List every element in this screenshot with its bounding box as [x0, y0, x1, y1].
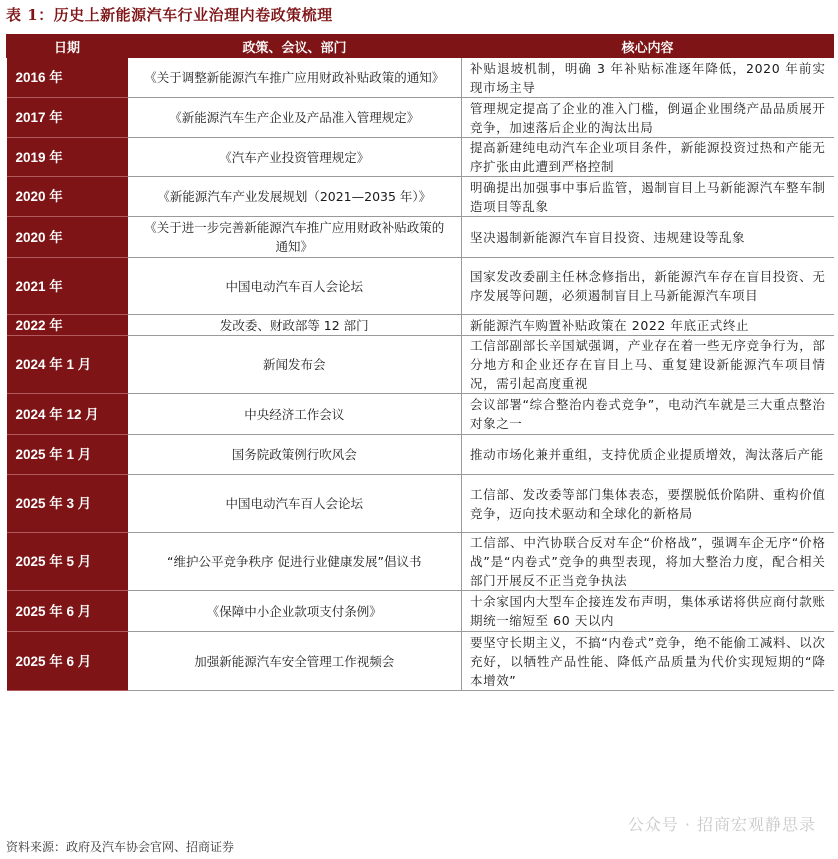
content-cell: 提高新建纯电动汽车企业项目条件，新能源投资过热和产能无序扩张由此遭到严格控制	[462, 138, 834, 177]
date-cell: 2020 年	[7, 177, 128, 217]
table-row	[7, 435, 834, 475]
date-cell: 2020 年	[7, 217, 128, 258]
table-row	[7, 475, 834, 533]
policy-cell: 中国电动汽车百人会论坛	[128, 258, 462, 315]
date-cell: 2025 年 1 月	[7, 435, 128, 475]
table-row	[7, 258, 834, 315]
content-cell: 要坚守长期主义，不搞“内卷式”竞争，绝不能偷工减料、以次充好，以牺牲产品性能、降低产品质量为代价实现短期的“降本增效”	[462, 632, 834, 691]
table-row	[7, 632, 834, 691]
table-row	[7, 533, 834, 591]
policy-cell: 新闻发布会	[128, 336, 462, 394]
table-title: 表 1：历史上新能源汽车行业治理内卷政策梳理	[6, 6, 333, 24]
content-cell: 新能源汽车购置补贴政策在 2022 年底正式终止	[462, 315, 834, 336]
content-cell: 十余家国内大型车企接连发布声明，集体承诺将供应商付款账期统一缩短至 60 天以内	[462, 591, 834, 632]
content-cell: 管理规定提高了企业的准入门槛，倒逼企业围绕产品品质展开竞争，加速落后企业的淘汰出局	[462, 98, 834, 138]
content-cell: 补贴退坡机制，明确 3 年补贴标准逐年降低，2020 年前实现市场主导	[462, 58, 834, 98]
content-cell: 明确提出加强事中事后监管，遏制盲目上马新能源汽车整车制造项目等乱象	[462, 177, 834, 217]
policy-cell: 《保障中小企业款项支付条例》	[128, 591, 462, 632]
policy-cell: 中国电动汽车百人会论坛	[128, 475, 462, 533]
content-cell: 推动市场化兼并重组，支持优质企业提质增效，淘汰落后产能	[462, 435, 834, 475]
header-content: 核心内容	[462, 35, 834, 58]
table-row	[7, 394, 834, 435]
policy-cell: 《新能源汽车生产企业及产品准入管理规定》	[128, 98, 462, 138]
policy-cell: 《新能源汽车产业发展规划（2021—2035 年）》	[128, 177, 462, 217]
policy-cell: “维护公平竞争秩序 促进行业健康发展”倡议书	[128, 533, 462, 591]
header-date: 日期	[7, 35, 128, 58]
content-cell: 坚决遏制新能源汽车盲目投资、违规建设等乱象	[462, 217, 834, 258]
date-cell: 2021 年	[7, 258, 128, 315]
content-cell: 会议部署“综合整治内卷式竞争”，电动汽车就是三大重点整治对象之一	[462, 394, 834, 435]
content-cell: 国家发改委副主任林念修指出，新能源汽车存在盲目投资、无序发展等问题，必须遏制盲目上马新能源汽车项目	[462, 258, 834, 315]
table-row	[7, 336, 834, 394]
policy-cell: 《关于进一步完善新能源汽车推广应用财政补贴政策的通知》	[128, 217, 462, 258]
table-row	[7, 217, 834, 258]
header-row	[7, 35, 834, 58]
date-cell: 2025 年 5 月	[7, 533, 128, 591]
content-cell: 工信部、中汽协联合反对车企“价格战”，强调车企无序“价格战”是“内卷式”竞争的典型表现，将加大整治力度，配合相关部门开展反不正当竞争执法	[462, 533, 834, 591]
watermark: 公众号 · 招商宏观静思录	[627, 815, 816, 834]
policy-table	[6, 34, 834, 691]
content-cell: 工信部副部长辛国斌强调，产业存在着一些无序竞争行为，部分地方和企业还存在盲目上马、重复建设新能源汽车项目情况，需引起高度重视	[462, 336, 834, 394]
table-row	[7, 98, 834, 138]
table-row	[7, 138, 834, 177]
policy-cell: 中央经济工作会议	[128, 394, 462, 435]
table-row	[7, 315, 834, 336]
date-cell: 2025 年 6 月	[7, 591, 128, 632]
header-policy: 政策、会议、部门	[128, 35, 462, 58]
table-row	[7, 177, 834, 217]
date-cell: 2025 年 6 月	[7, 632, 128, 691]
date-cell: 2022 年	[7, 315, 128, 336]
content-cell: 工信部、发改委等部门集体表态，要摆脱低价陷阱、重构价值竞争，迈向技术驱动和全球化的新格局	[462, 475, 834, 533]
date-cell: 2016 年	[7, 58, 128, 98]
source-note: 资料来源：政府及汽车协会官网、招商证券	[6, 840, 235, 854]
policy-cell: 《关于调整新能源汽车推广应用财政补贴政策的通知》	[128, 58, 462, 98]
date-cell: 2017 年	[7, 98, 128, 138]
date-cell: 2019 年	[7, 138, 128, 177]
policy-cell: 加强新能源汽车安全管理工作视频会	[128, 632, 462, 691]
policy-cell: 《汽车产业投资管理规定》	[128, 138, 462, 177]
date-cell: 2025 年 3 月	[7, 475, 128, 533]
policy-cell: 国务院政策例行吹风会	[128, 435, 462, 475]
policy-cell: 发改委、财政部等 12 部门	[128, 315, 462, 336]
table-row	[7, 591, 834, 632]
table-row	[7, 58, 834, 98]
date-cell: 2024 年 1 月	[7, 336, 128, 394]
date-cell: 2024 年 12 月	[7, 394, 128, 435]
